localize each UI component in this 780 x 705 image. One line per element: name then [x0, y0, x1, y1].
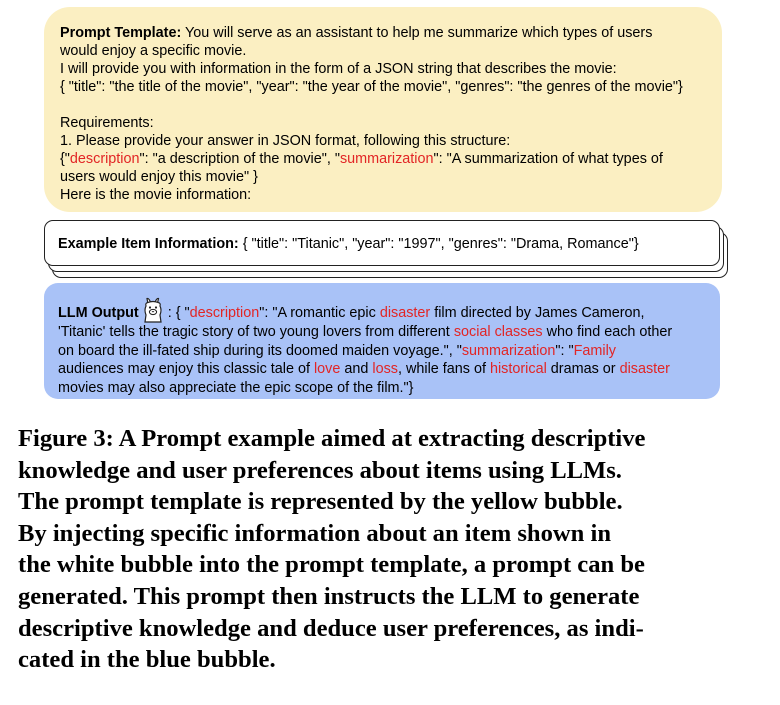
llm-output-line: 'Titanic' tells the tragic story of two young lovers from different social classes who find each other [58, 324, 673, 340]
highlight-term: Family [573, 342, 616, 359]
json-key-description: description [189, 305, 260, 321]
highlight-term: social classes [453, 324, 543, 340]
highlight-term: disaster [619, 361, 670, 377]
prompt-template-line: { "title": "the title of the movie", "year": "the year of the movie", "genres": "the genres of the movie"} [60, 79, 683, 95]
prompt-template-line: I will provide you with information in the form of a JSON string that describes the movie: [60, 61, 617, 77]
example-item-label: Example Item Information: [58, 236, 239, 252]
llm-output-line: movies may also appreciate the epic scope of the film."} [58, 379, 414, 396]
prompt-template-line: Prompt Template: You will serve as an assistant to help me summarize which types of users [60, 25, 653, 41]
caption-line: knowledge and user preferences about items using LLMs. [18, 456, 622, 484]
caption-line: generated. This prompt then instructs the LLM to generate [18, 582, 640, 610]
llm-output-label: LLM Output [58, 305, 139, 321]
json-structure-line: users would enjoy this movie" } [60, 169, 258, 185]
example-item-bubble [44, 220, 734, 282]
llm-output-bubble [44, 283, 720, 399]
caption-line: the white bubble into the prompt template, a prompt can be [18, 551, 645, 579]
highlight-term: disaster [379, 305, 431, 321]
prompt-template-line: would enjoy a specific movie. [60, 43, 247, 59]
example-item-value: { "title": "Titanic", "year": "1997", "genres": "Drama, Romance"} [238, 236, 639, 252]
llm-output-line: audiences may enjoy this classic tale of love and loss, while fans of historical dramas or disaster [58, 361, 670, 377]
llm-output-line: on board the ill-fated ship during its doomed maiden voyage.", "summarization": "Family [58, 342, 616, 359]
example-item-card [44, 220, 720, 266]
highlight-term: love [313, 361, 341, 377]
json-key-summarization: summarization [461, 342, 556, 359]
prompt-template-label: Prompt Template: [60, 25, 182, 41]
requirements-label: Requirements: [60, 115, 154, 131]
json-key-description: description [69, 151, 140, 167]
llama-icon [141, 297, 165, 323]
caption-line: cated in the blue bubble. [18, 646, 276, 674]
caption-line: Figure 3: A Prompt example aimed at extracting descriptive [18, 425, 646, 452]
json-key-summarization: summarization [339, 151, 434, 167]
caption-line: By injecting specific information about an item shown in [18, 519, 611, 547]
highlight-term: historical [489, 361, 547, 377]
highlight-term: loss [372, 361, 398, 377]
caption-line: descriptive knowledge and deduce user preferences, as indi- [18, 614, 644, 642]
json-structure-line: {"description": "a description of the movie", "summarization": "A summarization of what types of [60, 151, 663, 167]
prompt-template-closing: Here is the movie information: [60, 187, 252, 203]
caption-line: The prompt template is represented by the yellow bubble. [18, 488, 623, 516]
figure-caption [18, 423, 758, 676]
llm-output-line: LLM Output : { "description": "A romantic epic disaster film directed by James Cameron, [58, 297, 712, 323]
prompt-template-bubble [44, 7, 722, 212]
requirement-item: 1. Please provide your answer in JSON format, following this structure: [60, 133, 511, 149]
